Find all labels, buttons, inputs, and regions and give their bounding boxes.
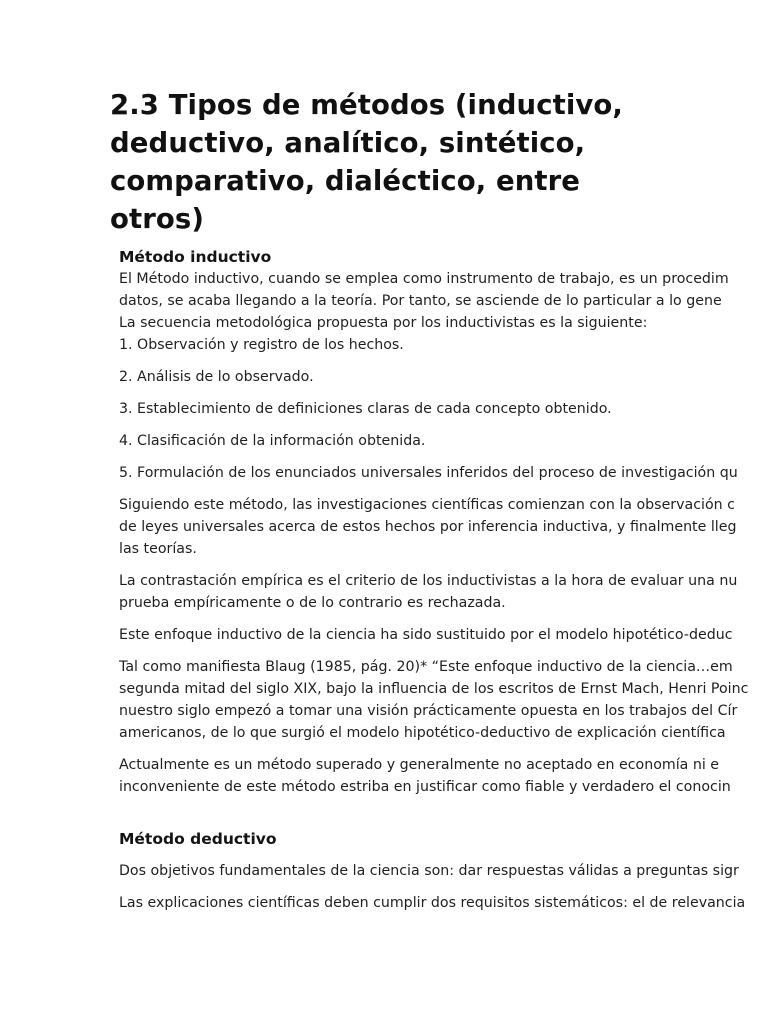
text-line: La secuencia metodológica propuesta por los inductivistas es la siguiente:	[119, 315, 648, 331]
title-line: 2.3 Tipos de métodos (inductivo,	[110, 89, 623, 121]
inductivo-intro	[119, 268, 768, 356]
text-line: inconveniente de este método estriba en justificar como fiable y verdadero el conocin	[119, 779, 731, 795]
heading-metodo-deductivo: Método deductivo	[119, 830, 277, 848]
text-line: Este enfoque inductivo de la ciencia ha sido sustituido por el modelo hipotético-deduc	[119, 627, 733, 643]
text-line: segunda mitad del siglo XIX, bajo la influencia de los escritos de Ernst Mach, Henri Poinc	[119, 681, 749, 697]
step-item: 3. Establecimiento de definiciones claras de cada concepto obtenido.	[119, 401, 612, 417]
text-line: La contrastación empírica es el criterio de los inductivistas a la hora de evaluar una nu	[119, 573, 738, 589]
text-line: Dos objetivos fundamentales de la ciencia son: dar respuestas válidas a preguntas sigr	[119, 863, 739, 879]
document-body	[119, 246, 768, 914]
paragraph	[119, 754, 768, 798]
paragraph	[119, 494, 768, 560]
text-line: nuestro siglo empezó a tomar una visión prácticamente opuesta en los trabajos del Cír	[119, 703, 738, 719]
title-line: comparativo, dialéctico, entre	[110, 165, 581, 197]
step-item: 5. Formulación de los enunciados universales inferidos del proceso de investigación qu	[119, 465, 738, 481]
paragraph	[119, 656, 768, 744]
text-line: Actualmente es un método superado y generalmente no aceptado en economía ni e	[119, 757, 720, 773]
text-line: El Método inductivo, cuando se emplea como instrumento de trabajo, es un procedim	[119, 271, 729, 287]
text-line: de leyes universales acerca de estos hechos por inferencia inductiva, y finalmente lleg	[119, 519, 737, 535]
text-line: 1. Observación y registro de los hechos.	[119, 337, 404, 353]
section-title	[110, 86, 630, 238]
heading-metodo-inductivo: Método inductivo	[119, 248, 272, 266]
text-line: Tal como manifiesta Blaug (1985, pág. 20)* “Este enfoque inductivo de la ciencia…em	[119, 659, 733, 675]
step-item: 2. Análisis de lo observado.	[119, 369, 314, 385]
text-line: Las explicaciones científicas deben cumplir dos requisitos sistemáticos: el de relevancia	[119, 895, 746, 911]
title-line: otros)	[110, 203, 205, 235]
text-line: las teorías.	[119, 541, 197, 557]
text-line: prueba empíricamente o de lo contrario es rechazada.	[119, 595, 506, 611]
text-line: Siguiendo este método, las investigaciones científicas comienzan con la observación c	[119, 497, 735, 513]
title-line: deductivo, analítico, sintético,	[110, 127, 586, 159]
text-line: americanos, de lo que surgió el modelo hipotético-deductivo de explicación científica	[119, 725, 726, 741]
text-line: datos, se acaba llegando a la teoría. Por tanto, se asciende de lo particular a lo gene	[119, 293, 722, 309]
paragraph	[119, 570, 768, 614]
paragraph	[119, 624, 768, 646]
step-item: 4. Clasificación de la información obtenida.	[119, 433, 426, 449]
